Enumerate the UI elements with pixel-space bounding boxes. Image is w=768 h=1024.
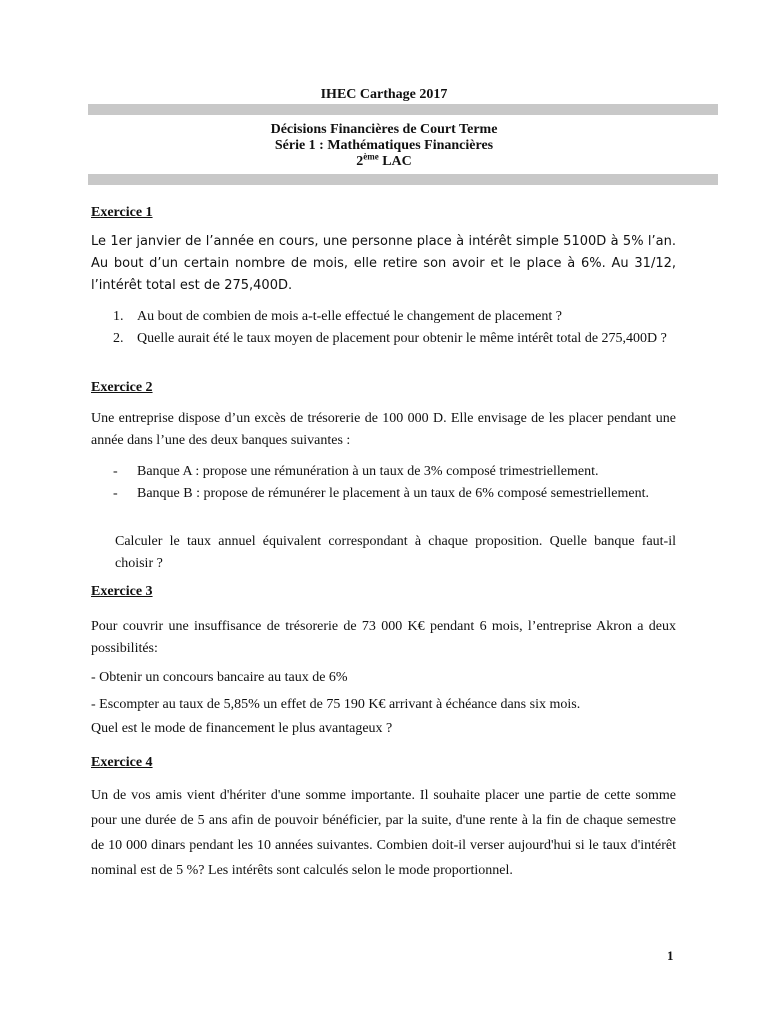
list-item (91, 484, 676, 503)
exercise-1-statement: Le 1er janvier de l’année en cours, une personne place à intérêt simple 5100D à 5% l’an. Au bout d’un certain nombre de mois, elle retire son avoir et le place à 6%. Au 31/12, l’intérêt total est de 275,400D. (91, 234, 676, 293)
exercise-4-statement: Un de vos amis vient d'hériter d'une somme importante. Il souhaite placer une partie de cette somme pour une durée de 5 ans afin de pouvoir bénéficier, par la suite, d'une rente à la fin de chaque semestre de 10 000 dinars pendant les 10 années suivantes. Combien doit-il verser aujourd'hui si le taux d'intérêt nominal est de 5 %? Les intérêts sont calculés selon le mode proportionnel. (91, 788, 676, 878)
exercise-2-question: Calculer le taux annuel équivalent correspondant à chaque proposition. Quelle banque faut-il choisir ? (115, 534, 676, 571)
level-superscript: ème (363, 151, 379, 162)
level-name: LAC (378, 154, 412, 169)
exercise-1-title: Exercice 1 (91, 205, 153, 220)
page-number: 1 (667, 948, 674, 963)
header-level (0, 153, 768, 171)
list-item (91, 462, 676, 481)
list-marker: - (113, 486, 118, 501)
header-course: Décisions Financières de Court Terme (270, 122, 498, 137)
exercise-3-option-2: - Escompter au taux de 5,85% un effet de 75 190 K€ arrivant à échéance dans six mois. (91, 697, 581, 712)
exercise-3-title: Exercice 3 (91, 584, 153, 599)
bank-option-text: Banque B : propose de rémunérer le placement à un taux de 6% composé semestriellement. (137, 486, 649, 501)
list-marker: 1. (113, 309, 124, 324)
list-item (91, 307, 676, 326)
bank-option-text: Banque A : propose une rémunération à un taux de 3% composé trimestriellement. (137, 464, 599, 479)
list-marker: - (113, 464, 118, 479)
list-marker: 2. (113, 331, 124, 346)
exercise-2-title: Exercice 2 (91, 380, 153, 395)
question-text: Quelle aurait été le taux moyen de placement pour obtenir le même intérêt total de 275,400D ? (137, 331, 667, 346)
question-text: Au bout de combien de mois a-t-elle effectué le changement de placement ? (137, 309, 563, 324)
exercise-3-question: Quel est le mode de financement le plus avantageux ? (91, 721, 393, 736)
exercise-2-banks (91, 462, 676, 506)
header-divider-bottom (88, 174, 718, 185)
exercise-3-statement: Pour couvrir une insuffisance de trésorerie de 73 000 K€ pendant 6 mois, l’entreprise Akron a deux possibilités: (91, 619, 676, 656)
header-divider-top (88, 104, 718, 115)
level-number: 2 (356, 154, 364, 169)
header-institution: IHEC Carthage 2017 (320, 87, 448, 102)
statement-text: Une entreprise dispose d’un excès de trésorerie de 100 000 D. Elle envisage de les placer pendant une année dans l’une des deux banques suivantes : (91, 411, 676, 448)
exercise-3-option-1: - Obtenir un concours bancaire au taux de 6% (91, 670, 348, 685)
list-item (91, 329, 676, 348)
exercise-2-statement (91, 408, 676, 452)
header-series: Série 1 : Mathématiques Financières (274, 138, 494, 153)
exercise-4-title: Exercice 4 (91, 755, 153, 770)
exercise-1-questions (91, 307, 676, 351)
